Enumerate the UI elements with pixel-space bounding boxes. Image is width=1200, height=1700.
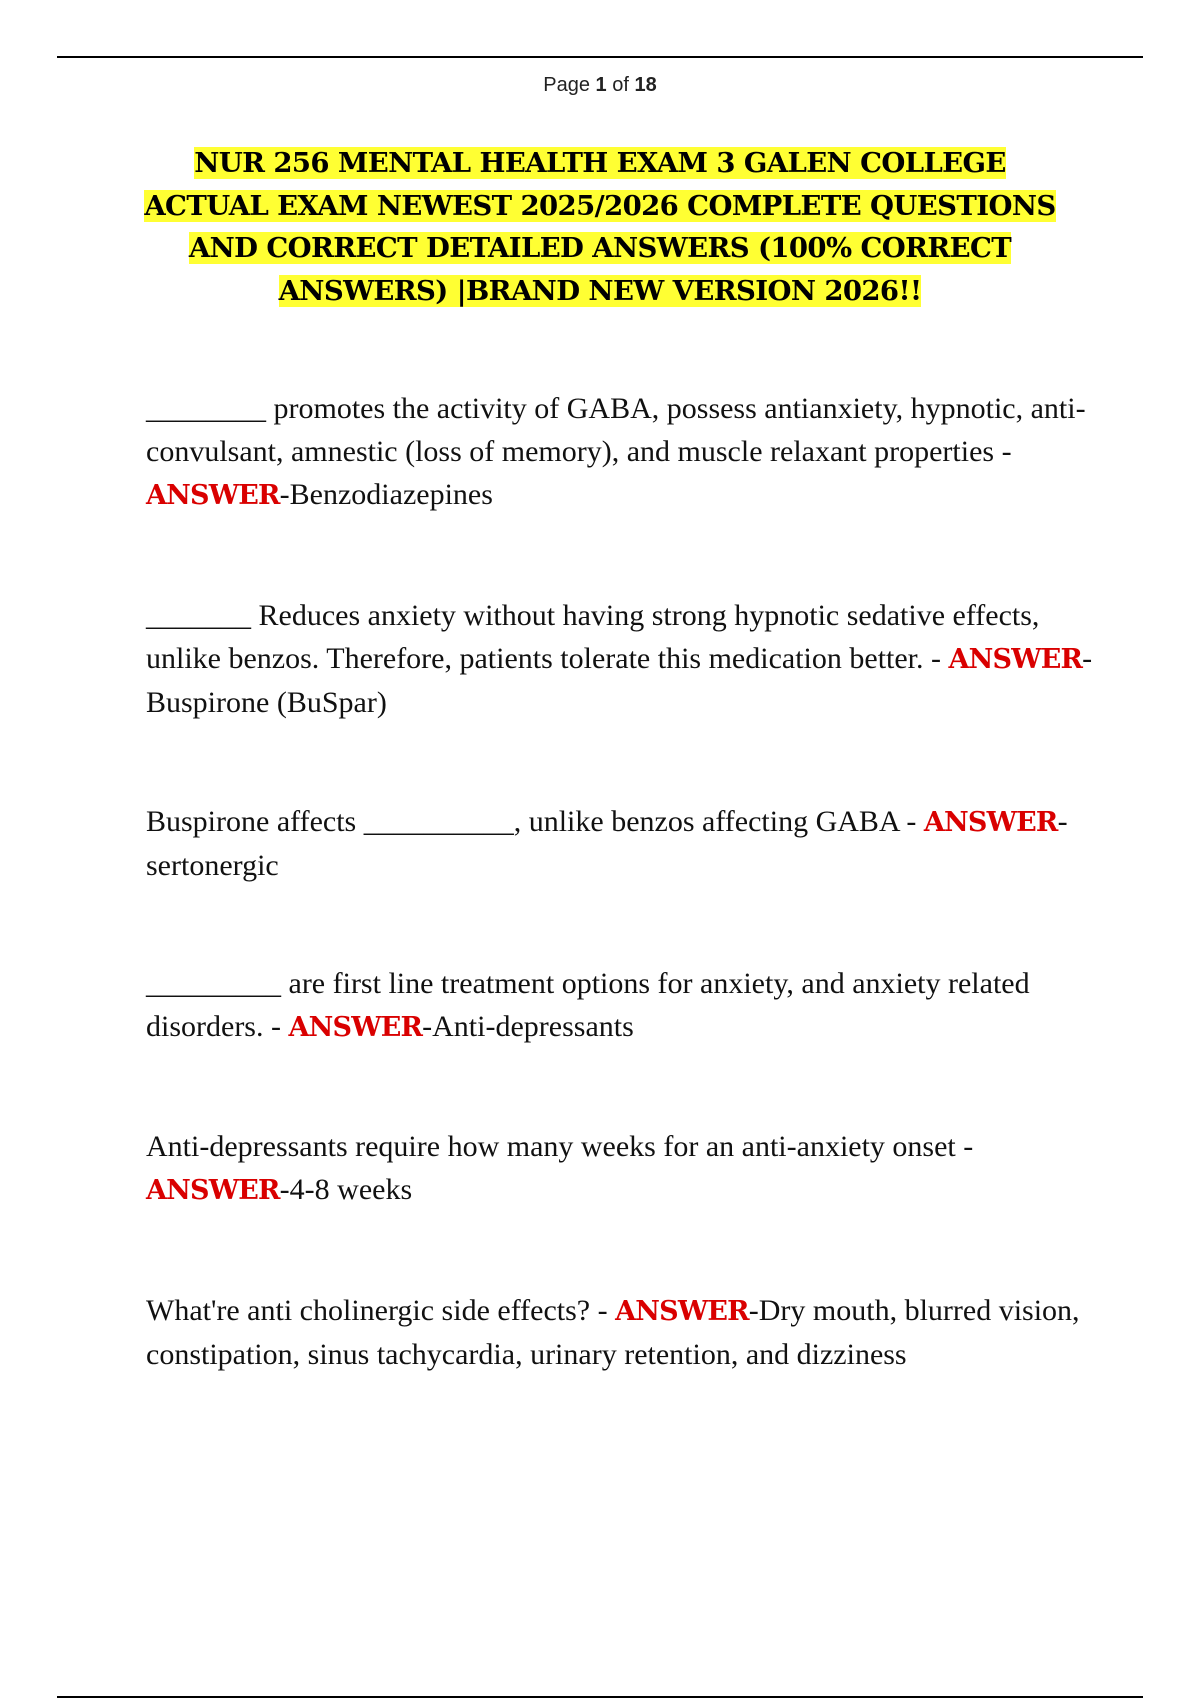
page-word: Page [543, 74, 590, 96]
document-title [130, 142, 1070, 312]
question-text: _______ Reduces anxiety without having strong hypnotic sedative effects, unlike benzos. Therefore, patients tolerate this medication better. - [146, 599, 1040, 675]
answer-text: -Anti-depressants [422, 1010, 634, 1043]
current-page-number: 1 [595, 74, 607, 96]
qa-item [146, 1125, 1096, 1212]
qa-item [146, 594, 1096, 724]
answer-label: ANSWER [146, 1175, 280, 1206]
qa-item [146, 800, 1096, 887]
top-rule [57, 56, 1143, 58]
answer-label: ANSWER [948, 644, 1083, 675]
qa-item [146, 387, 1096, 517]
answer-label: ANSWER [615, 1296, 749, 1327]
answer-label: ANSWER [923, 807, 1058, 838]
document-title-text: NUR 256 MENTAL HEALTH EXAM 3 GALEN COLLEGE ACTUAL EXAM NEWEST 2025/2026 COMPLETE QUESTIONS AND CORRECT DETAILED ANSWERS (100% CORRECT ANSWERS) |BRAND NEW VERSION 2026!! [144, 147, 1056, 307]
page-indicator [0, 74, 1200, 97]
qa-item [146, 1289, 1096, 1376]
bottom-rule [57, 1696, 1143, 1698]
answer-text: -Benzodiazepines [279, 478, 493, 511]
question-text: Buspirone affects __________, unlike benzos affecting GABA - [146, 805, 924, 838]
question-text: What're anti cholinergic side effects? - [146, 1294, 616, 1327]
answer-text: -Dry mouth, blurred vision, constipation, sinus tachycardia, urinary retention, and dizziness [146, 1294, 1080, 1371]
qa-item [146, 962, 1096, 1049]
total-page-count: 18 [634, 74, 657, 96]
answer-label: ANSWER [288, 1012, 423, 1043]
answer-text: -sertonergic [146, 805, 1068, 882]
answer-text: -Buspirone (BuSpar) [146, 642, 1093, 719]
question-text: _________ are first line treatment options for anxiety, and anxiety related disorders. - [146, 967, 1030, 1043]
of-word: of [612, 74, 629, 96]
question-text: ________ promotes the activity of GABA, possess antianxiety, hypnotic, anti-convulsant, amnestic (loss of memory), and muscle relaxant properties - [146, 392, 1086, 468]
question-text: Anti-depressants require how many weeks for an anti-anxiety onset - [146, 1130, 974, 1163]
answer-text: -4-8 weeks [279, 1173, 413, 1206]
answer-label: ANSWER [146, 480, 280, 511]
